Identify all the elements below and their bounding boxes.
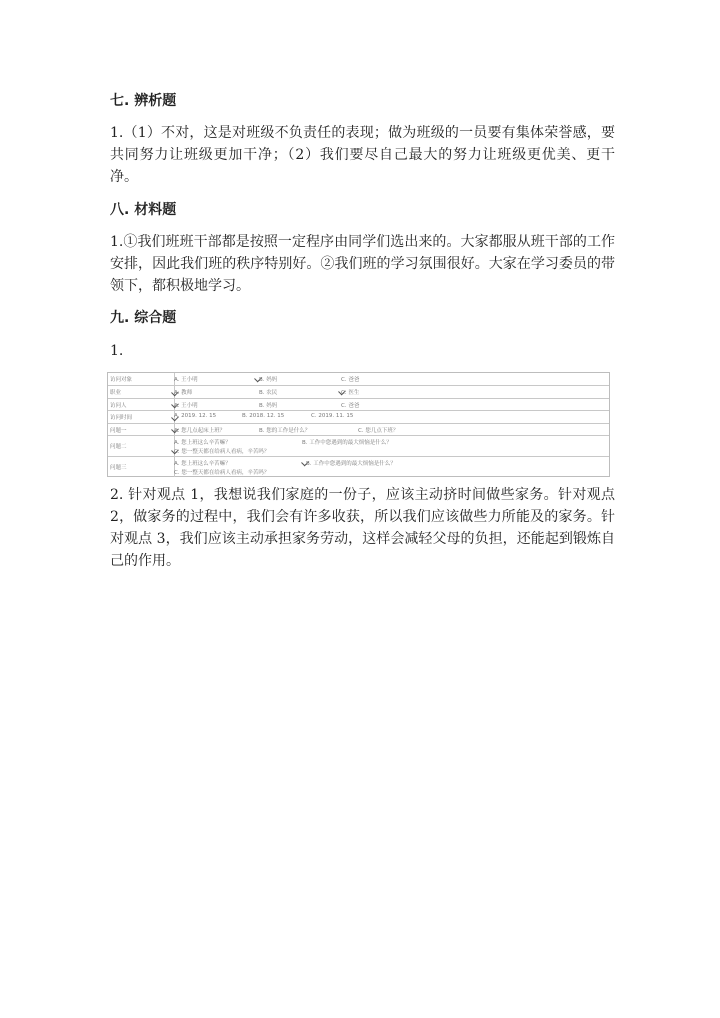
option: A. 您几点起床上班？ — [174, 428, 226, 434]
option: A. 您上班这么辛苦嘛？ — [174, 461, 231, 467]
option: C. 爸爸 — [341, 403, 360, 409]
table-row — [108, 373, 609, 385]
section-9-item-1: 1. — [110, 343, 124, 359]
option: C. 医生 — [341, 390, 360, 396]
option: C. 爸爸 — [341, 377, 360, 383]
option: B. 妈妈 — [259, 403, 278, 409]
table-row — [108, 456, 609, 477]
option: A. 王小明 — [174, 403, 198, 409]
section-8-heading: 八. 材料题 — [110, 202, 177, 218]
option: C. 2019. 11. 15 — [311, 413, 354, 419]
row-label: 访问人 — [110, 403, 127, 409]
option: A. 您上班这么辛苦嘛？ — [174, 440, 231, 446]
row-label: 职业 — [110, 390, 122, 396]
option: A. 2019. 12. 15 — [174, 413, 217, 419]
row-label: 问题一 — [110, 428, 127, 434]
option: B. 工作中您遇到的最大烦恼是什么？ — [302, 440, 392, 446]
option: B. 农民 — [259, 390, 278, 396]
option: A. 教师 — [174, 390, 193, 396]
section-7-heading: 七. 辨析题 — [110, 93, 177, 109]
option: B. 工作中您遇到的最大烦恼是什么？ — [306, 461, 396, 467]
row-label: 访问对象 — [110, 377, 133, 383]
option: B. 2018. 12. 15 — [242, 413, 285, 419]
table-row — [108, 435, 609, 456]
table-row — [108, 385, 609, 398]
section-7-answer: 1.（1）不对，这是对班级不负责任的表现；做为班级的一员要有集体荣誉感，要共同努力让班级更加干净；（2）我们要尽自己最大的努力让班级更优美、更干净。 — [110, 125, 615, 185]
option: C. 您几点下班？ — [358, 428, 399, 434]
table-row — [108, 398, 609, 410]
option: B. 您的工作是什么？ — [259, 428, 311, 434]
section-8-answer: 1.①我们班班干部都是按照一定程序由同学们选出来的。大家都服从班干部的工作安排，因此我们班的秩序特别好。②我们班的学习氛围很好。大家在学习委员的带领下，都积极地学习。 — [110, 234, 615, 294]
option: C. 您一整天都在给病人看病，辛苦吗？ — [174, 470, 270, 476]
table-row — [108, 423, 609, 435]
section-9-heading: 九. 综合题 — [110, 310, 177, 326]
row-label: 问题二 — [110, 444, 127, 450]
row-label: 访问时间 — [110, 415, 133, 421]
section-9-item-2: 2. 针对观点 1，我想说我们家庭的一份子，应该主动挤时间做些家务。针对观点 2，做家务的过程中，我们会有许多收获，所以我们应该做些力所能及的家务。针对观点 3，我们应该主动承担家务劳动，这样会减轻父母的负担，还能起到锻炼自己的作用。 — [110, 487, 615, 569]
interview-table — [107, 372, 610, 477]
option: C. 您一整天都在给病人看病，辛苦吗？ — [174, 449, 270, 455]
option: A. 王小明 — [174, 377, 198, 383]
option: B. 妈妈 — [259, 377, 278, 383]
table-row — [108, 410, 609, 423]
row-label: 问题三 — [110, 465, 127, 471]
